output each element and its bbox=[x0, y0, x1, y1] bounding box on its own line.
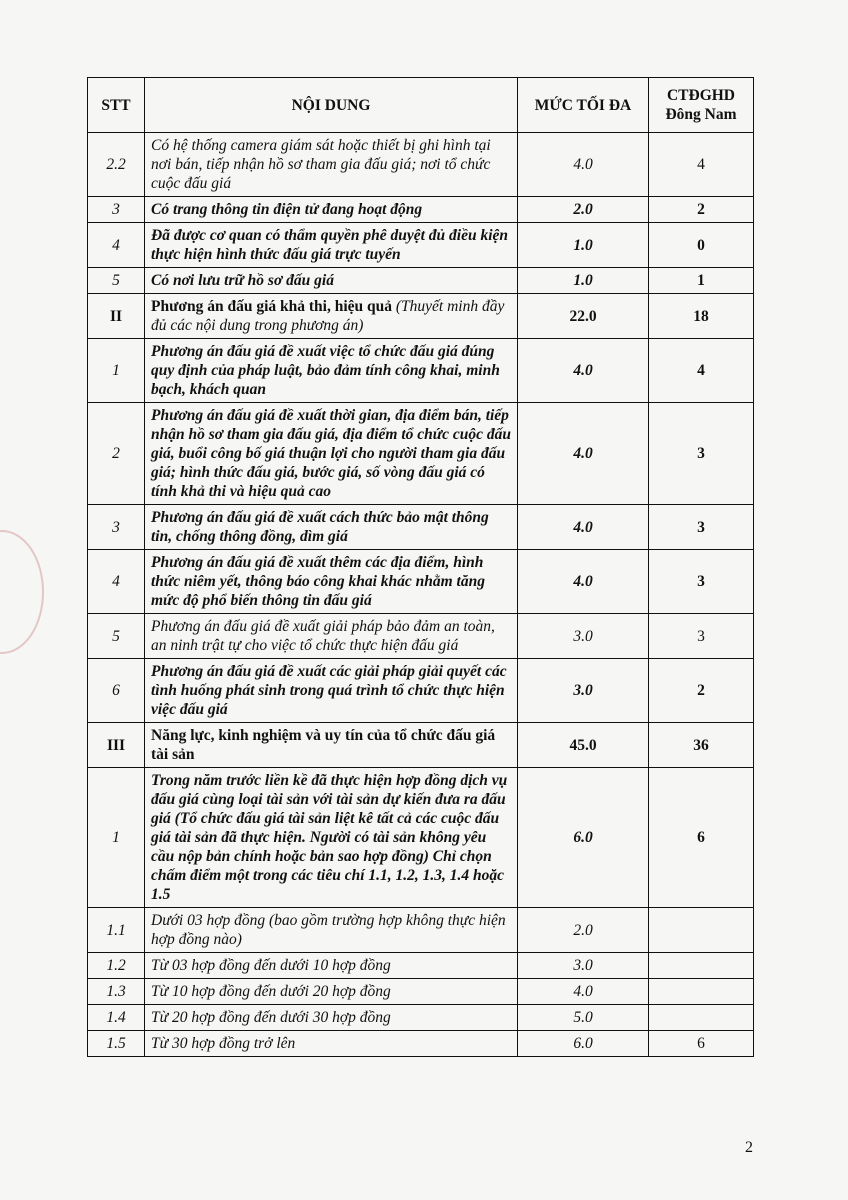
cell-content bbox=[145, 505, 518, 550]
cell-max-score: 4.0 bbox=[518, 403, 649, 505]
cell-content bbox=[145, 979, 518, 1005]
cell-org-score: 1 bbox=[649, 268, 754, 294]
cell-content bbox=[145, 339, 518, 403]
cell-max-score: 2.0 bbox=[518, 197, 649, 223]
cell-content bbox=[145, 723, 518, 768]
cell-content bbox=[145, 908, 518, 953]
cell-stt: 4 bbox=[88, 550, 145, 614]
cell-org-score: 4 bbox=[649, 133, 754, 197]
cell-content bbox=[145, 659, 518, 723]
table-row bbox=[88, 908, 754, 953]
cell-max-score: 3.0 bbox=[518, 614, 649, 659]
table-row bbox=[88, 1031, 754, 1057]
content-text: Phương án đấu giá khả thi, hiệu quả bbox=[151, 298, 393, 315]
header-org-score: CTĐGHD Đông Nam bbox=[649, 78, 754, 133]
table-header-row bbox=[88, 78, 754, 133]
cell-org-score: 4 bbox=[649, 339, 754, 403]
cell-org-score: 3 bbox=[649, 614, 754, 659]
cell-content bbox=[145, 223, 518, 268]
cell-stt: III bbox=[88, 723, 145, 768]
cell-max-score: 6.0 bbox=[518, 1031, 649, 1057]
cell-org-score: 3 bbox=[649, 505, 754, 550]
cell-content bbox=[145, 614, 518, 659]
content-text: Có hệ thống camera giám sát hoặc thiết bị ghi hình tại nơi bán, tiếp nhận hồ sơ tham gia đấu giá; nơi tổ chức cuộc đấu giá bbox=[151, 137, 491, 192]
header-content: NỘI DUNG bbox=[145, 78, 518, 133]
table-row bbox=[88, 768, 754, 908]
table-row bbox=[88, 403, 754, 505]
content-text: Đã được cơ quan có thẩm quyền phê duyệt đủ điều kiện thực hiện hình thức đấu giá trực tuyến bbox=[151, 227, 509, 263]
cell-stt: 1.1 bbox=[88, 908, 145, 953]
cell-stt: 4 bbox=[88, 223, 145, 268]
content-text: Phương án đấu giá đề xuất thời gian, địa điểm bán, tiếp nhận hồ sơ tham gia đấu giá, địa điểm tổ chức cuộc đấu giá, buổi công bố giá thuận lợi cho người tham gia đấu giá; hình thức đấu giá, bước giá, số vòng đấu giá có tính khả thi và hiệu quả cao bbox=[151, 407, 511, 500]
content-text: Từ 03 hợp đồng đến dưới 10 hợp đồng bbox=[151, 957, 391, 974]
table-row bbox=[88, 294, 754, 339]
cell-org-score bbox=[649, 953, 754, 979]
table-row bbox=[88, 953, 754, 979]
cell-stt: 2.2 bbox=[88, 133, 145, 197]
cell-stt: 2 bbox=[88, 403, 145, 505]
cell-stt: 3 bbox=[88, 505, 145, 550]
cell-max-score: 4.0 bbox=[518, 133, 649, 197]
cell-max-score: 2.0 bbox=[518, 908, 649, 953]
table-row bbox=[88, 339, 754, 403]
cell-content bbox=[145, 268, 518, 294]
cell-stt: 1.5 bbox=[88, 1031, 145, 1057]
table-row bbox=[88, 614, 754, 659]
cell-max-score: 4.0 bbox=[518, 505, 649, 550]
content-text: Phương án đấu giá đề xuất các giải pháp giải quyết các tình huống phát sinh trong quá trình tổ chức thực hiện việc đấu giá bbox=[151, 663, 507, 718]
cell-content bbox=[145, 550, 518, 614]
scoring-table bbox=[87, 77, 754, 1057]
page-number: 2 bbox=[745, 1139, 753, 1156]
content-text: Có trang thông tin điện tử đang hoạt động bbox=[151, 201, 423, 218]
table-row bbox=[88, 659, 754, 723]
table-body bbox=[88, 133, 754, 1057]
cell-max-score: 1.0 bbox=[518, 268, 649, 294]
cell-stt: 1 bbox=[88, 339, 145, 403]
cell-org-score: 36 bbox=[649, 723, 754, 768]
table-row bbox=[88, 550, 754, 614]
cell-org-score: 0 bbox=[649, 223, 754, 268]
content-text: Phương án đấu giá đề xuất cách thức bảo mật thông tin, chống thông đồng, dìm giá bbox=[151, 509, 489, 545]
cell-stt: 1.2 bbox=[88, 953, 145, 979]
cell-content bbox=[145, 768, 518, 908]
cell-stt: 5 bbox=[88, 614, 145, 659]
cell-content bbox=[145, 953, 518, 979]
cell-stt: II bbox=[88, 294, 145, 339]
cell-stt: 5 bbox=[88, 268, 145, 294]
table-row bbox=[88, 223, 754, 268]
cell-max-score: 4.0 bbox=[518, 339, 649, 403]
cell-max-score: 4.0 bbox=[518, 979, 649, 1005]
cell-max-score: 4.0 bbox=[518, 550, 649, 614]
cell-org-score: 6 bbox=[649, 1031, 754, 1057]
content-text: Trong năm trước liền kề đã thực hiện hợp đồng dịch vụ đấu giá cùng loại tài sản với tài sản dự kiến đưa ra đấu giá (Tổ chức đấu giá tài sản liệt kê tất cả các cuộc đấu giá tài sản đã thực hiện. Người có tài sản không yêu cầu nộp bản chính hoặc bản sao hợp đồng) Chỉ chọn chấm điểm một trong các tiêu chí 1.1, 1.2, 1.3, 1.4 hoặc 1.5 bbox=[151, 772, 508, 903]
content-note: (Thuyết minh đầy đủ các nội dung trong phương án) bbox=[151, 298, 505, 334]
cell-org-score bbox=[649, 1005, 754, 1031]
cell-stt: 1.3 bbox=[88, 979, 145, 1005]
cell-org-score: 18 bbox=[649, 294, 754, 339]
cell-stt: 1.4 bbox=[88, 1005, 145, 1031]
cell-content bbox=[145, 294, 518, 339]
seal-stamp-edge bbox=[0, 530, 44, 654]
cell-stt: 1 bbox=[88, 768, 145, 908]
content-text: Từ 20 hợp đồng đến dưới 30 hợp đồng bbox=[151, 1009, 391, 1026]
cell-max-score: 45.0 bbox=[518, 723, 649, 768]
cell-max-score: 3.0 bbox=[518, 953, 649, 979]
header-stt: STT bbox=[88, 78, 145, 133]
cell-stt: 6 bbox=[88, 659, 145, 723]
content-text: Từ 30 hợp đồng trở lên bbox=[151, 1035, 296, 1052]
cell-content bbox=[145, 403, 518, 505]
cell-max-score: 22.0 bbox=[518, 294, 649, 339]
cell-content bbox=[145, 197, 518, 223]
content-text: Phương án đấu giá đề xuất việc tổ chức đấu giá đúng quy định của pháp luật, bảo đảm tính công khai, minh bạch, khách quan bbox=[151, 343, 500, 398]
table-row bbox=[88, 268, 754, 294]
cell-max-score: 6.0 bbox=[518, 768, 649, 908]
cell-content bbox=[145, 133, 518, 197]
content-text: Phương án đấu giá đề xuất giải pháp bảo đảm an toàn, an ninh trật tự cho việc tổ chức thực hiện đấu giá bbox=[151, 618, 495, 654]
cell-stt: 3 bbox=[88, 197, 145, 223]
cell-max-score: 1.0 bbox=[518, 223, 649, 268]
content-text: Từ 10 hợp đồng đến dưới 20 hợp đồng bbox=[151, 983, 391, 1000]
content-text: Phương án đấu giá đề xuất thêm các địa điểm, hình thức niêm yết, thông báo công khai khác nhằm tăng mức độ phổ biến thông tin đấu giá bbox=[151, 554, 485, 609]
cell-org-score: 3 bbox=[649, 403, 754, 505]
cell-content bbox=[145, 1005, 518, 1031]
cell-org-score: 2 bbox=[649, 659, 754, 723]
content-text: Năng lực, kinh nghiệm và uy tín của tổ chức đấu giá tài sản bbox=[151, 727, 496, 763]
cell-content bbox=[145, 1031, 518, 1057]
content-text: Dưới 03 hợp đồng (bao gồm trường hợp không thực hiện hợp đồng nào) bbox=[151, 912, 506, 948]
cell-org-score bbox=[649, 908, 754, 953]
table-row bbox=[88, 133, 754, 197]
cell-org-score: 2 bbox=[649, 197, 754, 223]
cell-org-score: 6 bbox=[649, 768, 754, 908]
table-row bbox=[88, 979, 754, 1005]
cell-org-score: 3 bbox=[649, 550, 754, 614]
cell-org-score bbox=[649, 979, 754, 1005]
content-text: Có nơi lưu trữ hồ sơ đấu giá bbox=[151, 272, 334, 289]
table-row bbox=[88, 505, 754, 550]
cell-max-score: 3.0 bbox=[518, 659, 649, 723]
cell-max-score: 5.0 bbox=[518, 1005, 649, 1031]
table-row bbox=[88, 723, 754, 768]
header-max-score: MỨC TỐI ĐA bbox=[518, 78, 649, 133]
table-row bbox=[88, 1005, 754, 1031]
table-row bbox=[88, 197, 754, 223]
